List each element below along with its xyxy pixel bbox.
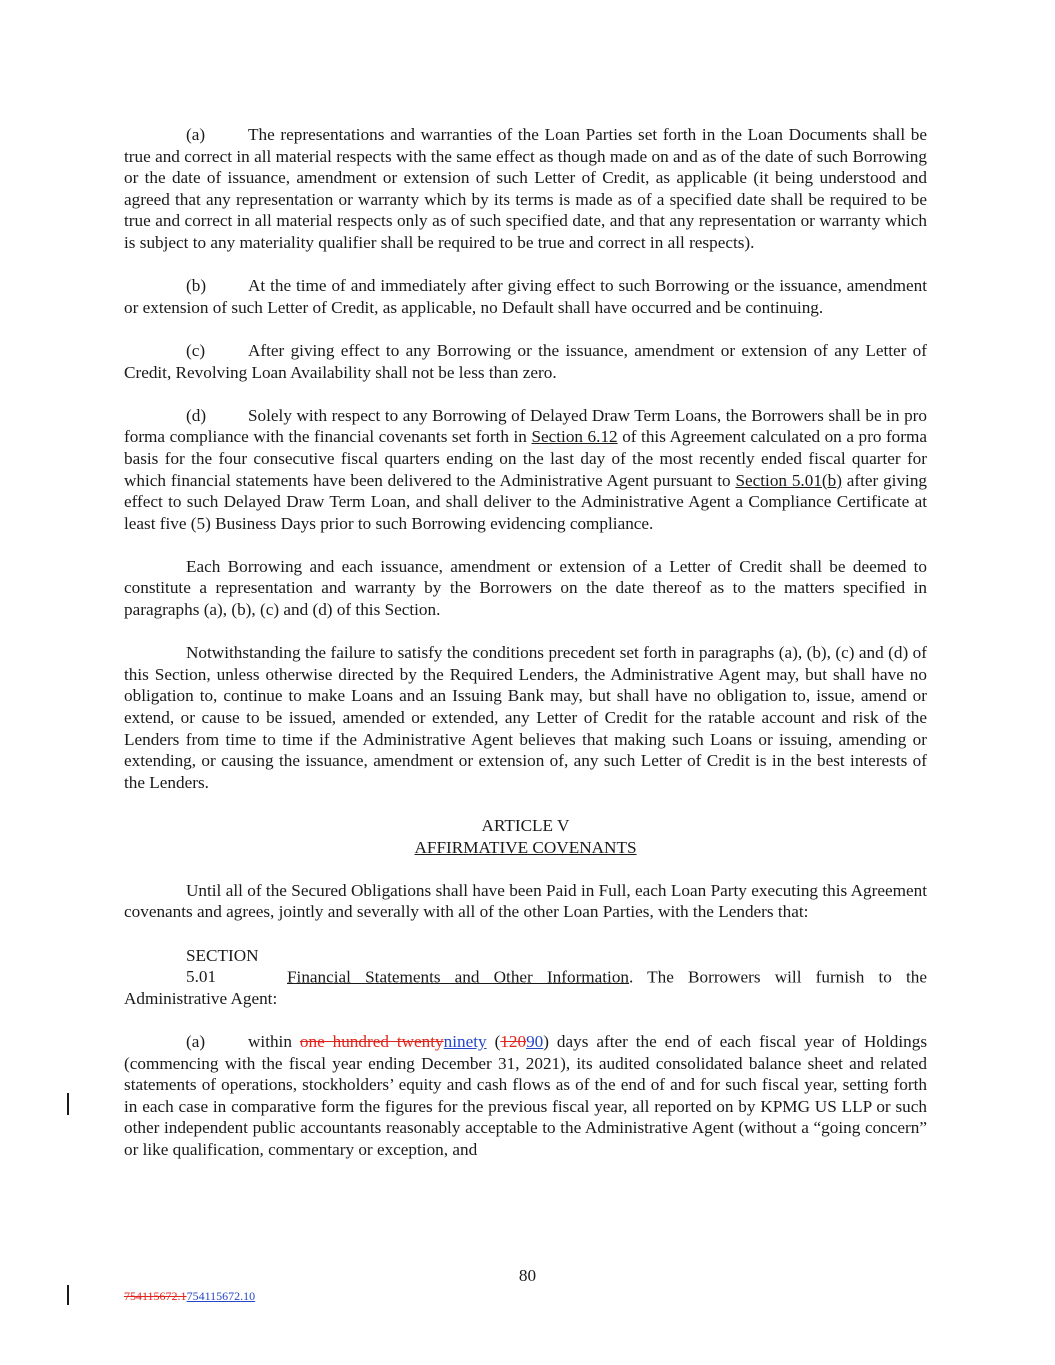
deleted-words: one hundred twenty (299, 1031, 444, 1051)
article-number: ARTICLE V (481, 816, 570, 835)
paragraph-text: The representations and warranties of the Loan Parties set forth in the Loan Documents shall be true and correct in all material respects with the same effect as though made on and as of the date of such Borrowing or the date of issuance, amendment or extension of such Letter of Credit, as applicable (it being understood and agreed that any representation or warranty which by its terms is made as of a specified date shall be required to be true and correct in all material respects only as of such specified date, and that any representation or warranty which is subject to any materiality qualifier shall be required to be true and correct in all respects). (124, 125, 927, 252)
section-title: Financial Statements and Other Information (287, 967, 630, 987)
paragraph-text: Solely with respect to any Borrowing of Delayed Draw Term Loans, the Borrowers shall be in pro forma compliance with the financial covenants set forth in (124, 405, 927, 447)
paragraph-label: (c) (186, 340, 206, 360)
footer-change-bar (67, 1285, 69, 1305)
paragraph-text: After giving effect to any Borrowing or the issuance, amendment or extension of any Letter of Credit, Revolving Loan Availability shall not be less than zero. (124, 340, 927, 382)
inserted-words: ninety (443, 1031, 487, 1051)
paragraph-text: of this Agreement calculated on a pro forma basis for the four consecutive fiscal quarters ending on the last day of the most recently ended fiscal quarter for which financial statements have been delivered to the Administrative Agent pursuant to (124, 427, 927, 490)
notwithstanding-paragraph: Notwithstanding the failure to satisfy the conditions precedent set forth in paragraphs (a), (b), (c) and (d) of this Section, unless otherwise directed by the Required Lenders, the Administrative Agent may, but shall have no obligation to, continue to make Loans and an Issuing Bank may, but shall have no obligation to, issue, amend or extend, or cause to be issued, amended or extended, any Letter of Credit for the ratable account and risk of the Lenders from time to time if the Administrative Agent believes that making such Loans or issuing, amending or extending, or causing the issuance, amendment or extension of, any such Letter of Credit is in the best interests of the Lenders. (124, 643, 927, 792)
each-borrowing-paragraph: Each Borrowing and each issuance, amendment or extension of a Letter of Credit shall be deemed to constitute a representation and warranty by the Borrowers on the date thereof as to the matters specified in paragraphs (a), (b), (c) and (d) of this Section. (124, 556, 927, 620)
section-6-12-reference: Section 6.12 (531, 427, 618, 447)
within-text: within (248, 1031, 292, 1051)
section-text: . The Borrowers will furnish to the Administrative Agent: (124, 967, 927, 1008)
revision-change-bar (67, 1093, 69, 1115)
inserted-number: 90 (526, 1031, 544, 1051)
paragraph-text: At the time of and immediately after giving effect to such Borrowing or the issuance, amendment or extension of such Letter of Credit, as applicable, no Default shall have occurred and be continuing. (124, 276, 927, 317)
document-id-footer (124, 1289, 255, 1304)
page-number: 80 (518, 1266, 537, 1285)
document-body (124, 124, 927, 1161)
paragraph-label: (a) (186, 1031, 206, 1051)
paragraph-d (124, 405, 927, 535)
paragraph-c (124, 340, 927, 383)
article-intro: Until all of the Secured Obligations shall have been Paid in Full, each Loan Party executing this Agreement covenants and agrees, jointly and severally with all of the other Loan Parties, with the Lenders that: (124, 880, 927, 922)
inserted-doc-id: 754115672.10 (186, 1289, 256, 1303)
paragraph-text: ) days after the end of each fiscal year of Holdings (commencing with the fiscal year ending December 31, 2021), its audited consolidated balance sheet and related statements of operations, stockholders’ equity and cash flows as of the end of and for such fiscal year, setting forth in each case in comparative form the figures for the previous fiscal year, all reported on by KPMG US LLP or such other independent public accountants reasonably acceptable to the Administrative Agent (without a “going concern” or like qualification, commentary or exception, and (124, 1031, 928, 1159)
section-number: SECTION 5.01 (186, 945, 259, 987)
article-title-line (124, 837, 927, 859)
paragraph-a (124, 124, 927, 254)
section-5-01b-reference: Section 5.01(b) (735, 470, 842, 490)
deleted-number: 120 (500, 1031, 527, 1051)
paragraph-label: (d) (186, 405, 207, 425)
deleted-doc-id: 754115672.1 (124, 1289, 187, 1303)
paragraph-5-01-a (124, 1031, 927, 1161)
section-5-01-heading (124, 945, 927, 1010)
article-title: AFFIRMATIVE COVENANTS (414, 837, 637, 857)
paragraph-label: (b) (186, 276, 207, 296)
paragraph-b (124, 275, 927, 318)
open-paren: ( (494, 1031, 501, 1051)
paragraph-text: after giving effect to such Delayed Draw Term Loan, and shall deliver to the Administrative Agent a Compliance Certificate at least five (5) Business Days prior to such Borrowing evidencing compliance. (124, 470, 928, 533)
paragraph-label: (a) (186, 125, 206, 144)
